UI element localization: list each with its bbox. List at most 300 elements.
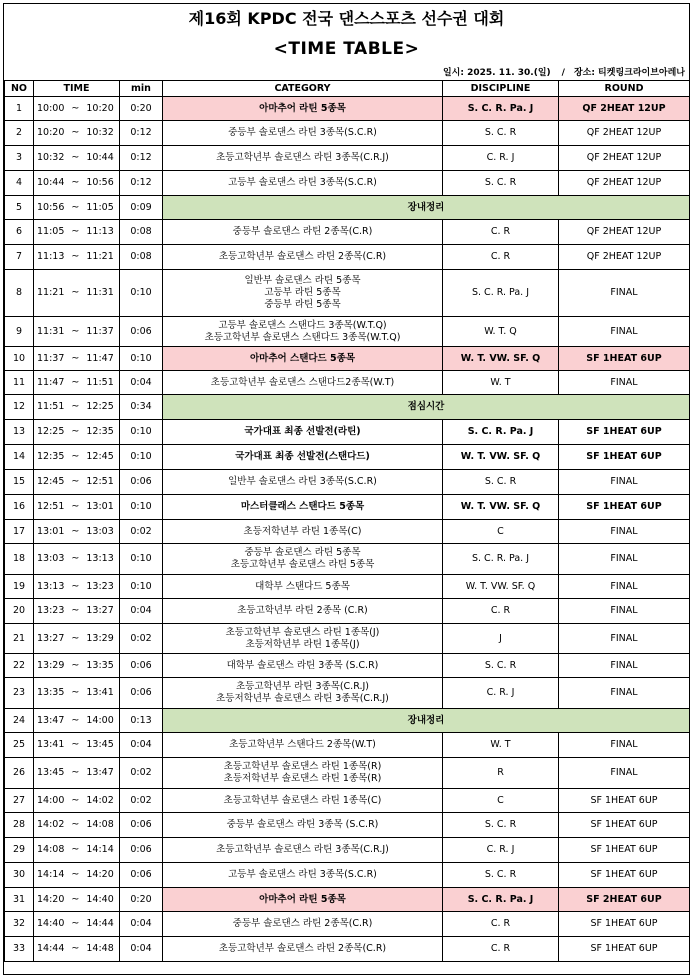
row-category-line: 초등고학년부 솔로댄스 라틴 3종목(C.R.J) — [216, 152, 389, 163]
row-min: 0:04 — [120, 599, 163, 624]
row-end-time: 14:48 — [86, 943, 114, 954]
row-time-tilde: ~ — [71, 580, 80, 592]
row-time-tilde: ~ — [71, 918, 80, 929]
row-round: QF 2HEAT 12UP — [559, 171, 690, 196]
row-start-time: 10:56 — [37, 201, 65, 213]
row-category — [163, 520, 443, 544]
table-row — [5, 445, 690, 470]
row-category-line: 아마추어 라틴 5종목 — [259, 102, 346, 114]
row-category-line: 중등부 솔로댄스 라틴 2종목(C.R) — [232, 226, 373, 237]
row-min: 0:12 — [120, 121, 163, 146]
row-time — [34, 575, 120, 599]
row-end-time: 13:13 — [86, 553, 114, 564]
row-time-tilde: ~ — [71, 794, 80, 806]
row-min: 0:06 — [120, 654, 163, 678]
col-header-category: CATEGORY — [163, 81, 443, 97]
table-row — [5, 758, 690, 789]
table-row — [5, 470, 690, 495]
row-no: 12 — [5, 395, 34, 420]
row-category-line: 초등고학년부 라틴 3종목(C.R.J) — [235, 681, 369, 692]
row-category — [163, 654, 443, 678]
row-start-time: 12:35 — [37, 451, 65, 462]
meta-separator: / — [561, 68, 565, 78]
row-end-time: 10:20 — [86, 102, 114, 114]
row-category — [163, 347, 443, 371]
row-start-time: 11:21 — [37, 287, 65, 298]
table-row — [5, 347, 690, 371]
row-end-time: 10:56 — [86, 177, 114, 188]
table-row — [5, 97, 690, 121]
row-break-label — [163, 395, 690, 420]
row-discipline: C — [443, 789, 559, 813]
table-row — [5, 171, 690, 196]
row-end-time: 11:47 — [86, 352, 114, 364]
col-header-round: ROUND — [559, 81, 690, 97]
row-category-line: 고등부 솔로댄스 라틴 3종목(S.C.R) — [228, 869, 377, 880]
row-time — [34, 789, 120, 813]
row-category-line: 대학부 솔로댄스 라틴 3종목 (S.C.R) — [226, 659, 379, 671]
row-time-tilde: ~ — [71, 844, 80, 855]
row-round: FINAL — [559, 520, 690, 544]
row-no: 7 — [5, 245, 34, 270]
row-time — [34, 171, 120, 196]
row-time-tilde: ~ — [71, 177, 80, 188]
row-discipline: S. C. R. Pa. J — [443, 420, 559, 445]
row-discipline: C. R — [443, 912, 559, 937]
row-end-time: 12:35 — [86, 426, 114, 437]
row-no: 14 — [5, 445, 34, 470]
row-category-line: 초등저학년부 라틴 1종목(C) — [243, 525, 362, 537]
row-category-line: 초등고학년부 솔로댄스 라틴 1종목(J) — [225, 626, 380, 638]
row-time-tilde: ~ — [71, 152, 80, 163]
row-category — [163, 317, 443, 347]
row-end-time: 13:47 — [86, 767, 114, 778]
row-no: 9 — [5, 317, 34, 347]
row-discipline: S. C. R — [443, 121, 559, 146]
row-time — [34, 245, 120, 270]
row-start-time: 13:35 — [37, 687, 65, 698]
row-time-tilde: ~ — [71, 201, 80, 213]
row-end-time: 13:35 — [86, 659, 114, 671]
row-no: 2 — [5, 121, 34, 146]
row-time-tilde: ~ — [71, 451, 80, 462]
row-time — [34, 347, 120, 371]
row-no: 33 — [5, 937, 34, 962]
row-category-line: 초등고학년부 솔로댄스 라틴 2종목(C.R) — [218, 943, 387, 954]
row-time — [34, 624, 120, 654]
col-header-time: TIME — [34, 81, 120, 97]
row-no: 30 — [5, 863, 34, 888]
row-discipline: W. T. VW. SF. Q — [443, 575, 559, 599]
row-category-line: 중등부 솔로댄스 라틴 3종목 (S.C.R) — [226, 819, 379, 830]
row-min: 0:04 — [120, 371, 163, 395]
row-end-time: 13:23 — [86, 580, 114, 592]
timetable-sheet — [3, 3, 690, 975]
row-start-time: 10:44 — [37, 177, 65, 188]
row-min: 0:06 — [120, 470, 163, 495]
row-time — [34, 317, 120, 347]
row-time — [34, 371, 120, 395]
row-min: 0:04 — [120, 937, 163, 962]
row-time-tilde: ~ — [71, 553, 80, 564]
row-start-time: 10:20 — [37, 127, 65, 138]
row-no: 31 — [5, 888, 34, 912]
row-break-label — [163, 709, 690, 733]
row-category — [163, 888, 443, 912]
row-time — [34, 813, 120, 838]
row-discipline: W. T. VW. SF. Q — [443, 347, 559, 371]
row-category — [163, 599, 443, 624]
row-min: 0:06 — [120, 838, 163, 863]
row-time — [34, 121, 120, 146]
row-discipline: W. T — [443, 371, 559, 395]
row-min: 0:04 — [120, 912, 163, 937]
table-row — [5, 146, 690, 171]
row-end-time: 13:41 — [86, 687, 114, 698]
row-category — [163, 171, 443, 196]
row-no: 11 — [5, 371, 34, 395]
row-round: SF 1HEAT 6UP — [559, 863, 690, 888]
row-category-line: 중등부 솔로댄스 라틴 5종목 — [244, 547, 361, 558]
row-time-tilde: ~ — [71, 943, 80, 954]
row-end-time: 12:45 — [86, 451, 114, 462]
row-time-tilde: ~ — [71, 893, 80, 905]
page-title: 제16회 KPDC 전국 댄스스포츠 선수권 대회 — [188, 9, 505, 28]
row-category-line: 아마추어 라틴 5종목 — [259, 893, 346, 905]
timetable — [4, 80, 690, 962]
row-category — [163, 544, 443, 575]
row-start-time: 10:32 — [37, 152, 65, 163]
row-start-time: 13:23 — [37, 605, 65, 616]
row-min: 0:10 — [120, 544, 163, 575]
row-category-line: 초등고학년부 라틴 2종목 (C.R) — [237, 605, 368, 616]
row-no: 26 — [5, 758, 34, 789]
row-round: FINAL — [559, 758, 690, 789]
row-min: 0:02 — [120, 758, 163, 789]
row-discipline: W. T. VW. SF. Q — [443, 495, 559, 520]
row-category-line: 초등저학년부 솔로댄스 라틴 3종목(C.R.J) — [216, 693, 389, 704]
row-category — [163, 470, 443, 495]
table-row — [5, 912, 690, 937]
row-end-time: 14:40 — [86, 893, 114, 905]
row-category-line: 국가대표 최종 선발전(스탠다드) — [235, 451, 370, 462]
row-min: 0:10 — [120, 270, 163, 317]
row-no: 24 — [5, 709, 34, 733]
table-row — [5, 270, 690, 317]
row-round: FINAL — [559, 544, 690, 575]
row-time — [34, 863, 120, 888]
row-category — [163, 220, 443, 245]
row-end-time: 13:27 — [86, 605, 114, 616]
row-category — [163, 789, 443, 813]
row-time — [34, 270, 120, 317]
row-end-time: 11:21 — [86, 251, 114, 262]
table-row — [5, 245, 690, 270]
row-discipline: C. R — [443, 599, 559, 624]
col-header-no: NO — [5, 81, 34, 97]
row-time — [34, 495, 120, 520]
row-category-line: 국가대표 최종 선발전(라틴) — [244, 426, 361, 437]
row-category-line: 중등부 솔로댄스 라틴 3종목(S.C.R) — [228, 127, 377, 138]
col-header-min: min — [120, 81, 163, 97]
row-end-time: 14:00 — [86, 714, 114, 726]
row-end-time: 13:45 — [86, 739, 114, 750]
row-round: FINAL — [559, 678, 690, 709]
row-time — [34, 888, 120, 912]
row-category-line: 초등고학년부 솔로댄스 라틴 3종목(C.R.J) — [216, 844, 389, 855]
row-start-time: 10:00 — [37, 102, 65, 114]
row-start-time: 14:08 — [37, 844, 65, 855]
row-min: 0:06 — [120, 813, 163, 838]
row-no: 27 — [5, 789, 34, 813]
row-round: QF 2HEAT 12UP — [559, 121, 690, 146]
event-venue: 장소: 티켓링크라이브아레나 — [573, 68, 685, 78]
table-row — [5, 395, 690, 420]
row-round: FINAL — [559, 599, 690, 624]
row-category — [163, 97, 443, 121]
row-no: 1 — [5, 97, 34, 121]
row-category — [163, 838, 443, 863]
row-round: FINAL — [559, 270, 690, 317]
table-row — [5, 495, 690, 520]
row-start-time: 11:13 — [37, 251, 65, 262]
row-end-time: 11:31 — [86, 287, 114, 298]
row-time-tilde: ~ — [71, 659, 80, 671]
row-time-tilde: ~ — [71, 714, 80, 726]
row-round: FINAL — [559, 654, 690, 678]
row-time — [34, 912, 120, 937]
table-row — [5, 599, 690, 624]
row-no: 19 — [5, 575, 34, 599]
row-no: 20 — [5, 599, 34, 624]
row-start-time: 14:40 — [37, 918, 65, 929]
row-start-time: 12:25 — [37, 426, 65, 437]
header-row — [5, 81, 690, 97]
row-discipline: C. R. J — [443, 838, 559, 863]
row-min: 0:12 — [120, 146, 163, 171]
row-discipline: S. C. R. Pa. J — [443, 97, 559, 121]
table-row — [5, 654, 690, 678]
row-end-time: 11:05 — [86, 201, 114, 213]
row-category-line: 일반부 솔로댄스 라틴 3종목(S.C.R) — [228, 476, 377, 487]
row-start-time: 13:41 — [37, 739, 65, 750]
row-round: SF 1HEAT 6UP — [559, 838, 690, 863]
row-time — [34, 838, 120, 863]
table-row — [5, 709, 690, 733]
row-time — [34, 395, 120, 420]
row-category-line: 일반부 솔로댄스 라틴 5종목 — [244, 275, 361, 286]
row-time — [34, 654, 120, 678]
row-category-line: 마스터클래스 스탠다드 5종목 — [240, 501, 365, 512]
row-start-time: 14:44 — [37, 943, 65, 954]
row-time — [34, 678, 120, 709]
row-min: 0:10 — [120, 445, 163, 470]
row-round: SF 1HEAT 6UP — [559, 937, 690, 962]
row-round: SF 1HEAT 6UP — [559, 813, 690, 838]
row-category-line: 고등부 솔로댄스 라틴 3종목(S.C.R) — [228, 177, 377, 188]
row-time-tilde: ~ — [71, 251, 80, 262]
row-category — [163, 245, 443, 270]
row-discipline: S. C. R — [443, 863, 559, 888]
row-time-tilde: ~ — [71, 525, 80, 537]
row-round: FINAL — [559, 317, 690, 347]
row-category-line: 중등부 라틴 5종목 — [264, 299, 341, 310]
table-row — [5, 678, 690, 709]
timetable-body — [5, 97, 690, 962]
row-start-time: 13:27 — [37, 632, 65, 644]
row-no: 28 — [5, 813, 34, 838]
row-category — [163, 270, 443, 317]
table-row — [5, 121, 690, 146]
row-category-line: 장내정리 — [407, 201, 445, 213]
row-category — [163, 733, 443, 758]
row-discipline: S. C. R — [443, 470, 559, 495]
row-no: 23 — [5, 678, 34, 709]
row-time-tilde: ~ — [71, 325, 80, 337]
row-round: SF 1HEAT 6UP — [559, 912, 690, 937]
row-category-line: 중등부 솔로댄스 라틴 2종목(C.R) — [232, 918, 373, 929]
row-no: 15 — [5, 470, 34, 495]
event-meta — [443, 67, 685, 79]
row-round: SF 1HEAT 6UP — [559, 445, 690, 470]
row-time — [34, 544, 120, 575]
row-time-tilde: ~ — [71, 476, 80, 487]
row-no: 25 — [5, 733, 34, 758]
row-end-time: 12:25 — [86, 401, 114, 412]
row-discipline: R — [443, 758, 559, 789]
row-no: 3 — [5, 146, 34, 171]
row-min: 0:09 — [120, 196, 163, 220]
row-discipline: W. T. Q — [443, 317, 559, 347]
row-start-time: 14:02 — [37, 819, 65, 830]
row-round: QF 2HEAT 12UP — [559, 97, 690, 121]
row-no: 17 — [5, 520, 34, 544]
row-start-time: 13:47 — [37, 714, 65, 726]
row-end-time: 12:51 — [86, 476, 114, 487]
row-time-tilde: ~ — [71, 127, 80, 138]
row-min: 0:34 — [120, 395, 163, 420]
row-round: FINAL — [559, 575, 690, 599]
row-category-line: 점심시간 — [407, 401, 445, 412]
row-end-time: 14:14 — [86, 844, 114, 855]
row-min: 0:08 — [120, 245, 163, 270]
table-row — [5, 813, 690, 838]
row-min: 0:06 — [120, 863, 163, 888]
row-start-time: 13:13 — [37, 580, 65, 592]
row-min: 0:02 — [120, 789, 163, 813]
row-round: QF 2HEAT 12UP — [559, 220, 690, 245]
row-start-time: 13:45 — [37, 767, 65, 778]
table-row — [5, 789, 690, 813]
row-time-tilde: ~ — [71, 102, 80, 114]
row-discipline: S. C. R — [443, 654, 559, 678]
row-min: 0:10 — [120, 575, 163, 599]
row-round: FINAL — [559, 733, 690, 758]
row-end-time: 13:01 — [86, 501, 114, 512]
row-time-tilde: ~ — [71, 226, 80, 237]
row-round: SF 1HEAT 6UP — [559, 789, 690, 813]
row-end-time: 13:03 — [86, 525, 114, 537]
row-start-time: 11:05 — [37, 226, 65, 237]
row-category — [163, 575, 443, 599]
row-category-line: 초등저학년부 라틴 1종목(J) — [245, 638, 360, 650]
row-time-tilde: ~ — [71, 376, 80, 388]
row-start-time: 11:51 — [37, 401, 65, 412]
row-time-tilde: ~ — [71, 352, 80, 364]
row-category — [163, 420, 443, 445]
row-time-tilde: ~ — [71, 501, 80, 512]
row-time — [34, 420, 120, 445]
row-start-time: 11:47 — [37, 376, 65, 388]
row-end-time: 14:20 — [86, 869, 114, 880]
row-end-time: 13:29 — [86, 632, 114, 644]
row-time-tilde: ~ — [71, 739, 80, 750]
row-category-line: 대학부 스탠다드 5종목 — [255, 580, 350, 592]
row-start-time: 14:00 — [37, 794, 65, 806]
row-time — [34, 97, 120, 121]
table-row — [5, 220, 690, 245]
row-category — [163, 912, 443, 937]
row-category-line: 초등고학년부 솔로댄스 라틴 1종목(C) — [223, 794, 382, 806]
row-time-tilde: ~ — [71, 632, 80, 644]
row-round: SF 1HEAT 6UP — [559, 347, 690, 371]
row-min: 0:02 — [120, 520, 163, 544]
row-time — [34, 758, 120, 789]
table-row — [5, 624, 690, 654]
row-category-line: 초등고학년부 솔로댄스 라틴 2종목(C.R) — [218, 251, 387, 262]
row-category — [163, 678, 443, 709]
row-no: 8 — [5, 270, 34, 317]
page-subtitle: <TIME TABLE> — [273, 39, 420, 59]
row-no: 16 — [5, 495, 34, 520]
row-start-time: 11:37 — [37, 352, 65, 364]
row-no: 10 — [5, 347, 34, 371]
row-category-line: 초등고학년부 솔로댄스 스탠다드 3종목(W.T.Q) — [204, 331, 401, 343]
row-category-line: 고등부 솔로댄스 스탠다드 3종목(W.T.Q) — [218, 319, 387, 331]
row-time — [34, 937, 120, 962]
row-discipline: W. T. VW. SF. Q — [443, 445, 559, 470]
row-time-tilde: ~ — [71, 687, 80, 698]
row-discipline: S. C. R. Pa. J — [443, 544, 559, 575]
row-start-time: 13:03 — [37, 553, 65, 564]
row-discipline: S. C. R — [443, 813, 559, 838]
row-round: QF 2HEAT 12UP — [559, 146, 690, 171]
table-row — [5, 420, 690, 445]
row-discipline: C. R. J — [443, 146, 559, 171]
row-time-tilde: ~ — [71, 401, 80, 412]
row-start-time: 14:14 — [37, 869, 65, 880]
row-time-tilde: ~ — [71, 605, 80, 616]
event-date: 일시: 2025. 11. 30.(일) — [442, 68, 551, 78]
row-time — [34, 709, 120, 733]
row-no: 29 — [5, 838, 34, 863]
row-time — [34, 733, 120, 758]
row-no: 22 — [5, 654, 34, 678]
row-discipline: C. R — [443, 937, 559, 962]
row-discipline: C. R — [443, 245, 559, 270]
row-end-time: 14:44 — [86, 918, 114, 929]
row-category — [163, 495, 443, 520]
row-end-time: 11:37 — [86, 325, 114, 337]
row-round: FINAL — [559, 470, 690, 495]
row-end-time: 11:13 — [86, 226, 114, 237]
table-row — [5, 196, 690, 220]
row-discipline: C. R — [443, 220, 559, 245]
row-no: 6 — [5, 220, 34, 245]
row-round: FINAL — [559, 624, 690, 654]
row-start-time: 13:29 — [37, 659, 65, 671]
row-category — [163, 758, 443, 789]
